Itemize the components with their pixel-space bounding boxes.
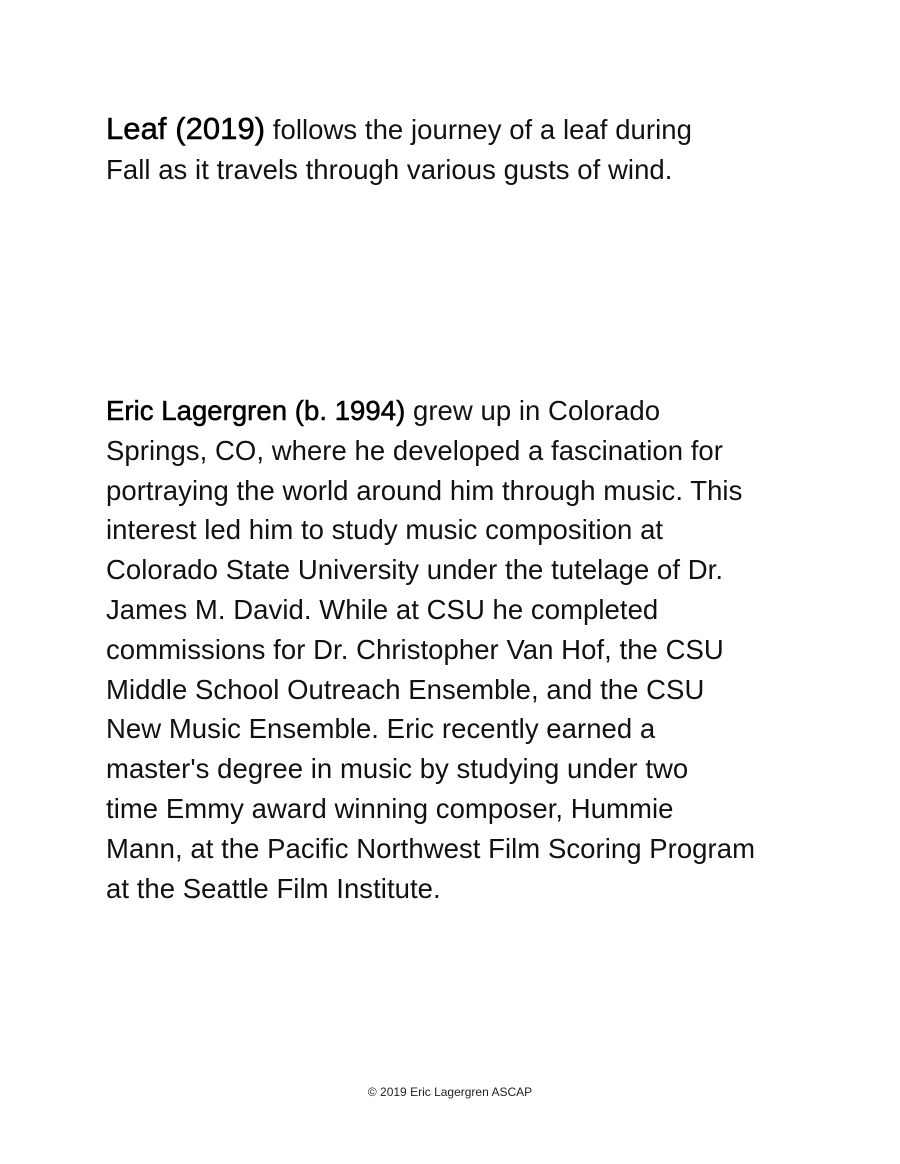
bio-line: Mann, at the Pacific Northwest Film Scoring Program xyxy=(106,832,756,864)
bio-line: at the Seattle Film Institute. xyxy=(106,872,441,904)
piece-title: Leaf (2019) xyxy=(106,111,266,146)
intro-line-1-text: follows the journey of a leaf during xyxy=(265,114,692,145)
bio-line: Springs, CO, where he developed a fascination for xyxy=(106,434,723,466)
intro-paragraph xyxy=(106,109,806,190)
intro-line-1 xyxy=(106,109,806,150)
bio-line: James M. David. While at CSU he completed xyxy=(106,593,659,625)
bio-line: time Emmy award winning composer, Hummie xyxy=(106,792,674,824)
bio-line: commissions for Dr. Christopher Van Hof, the CSU xyxy=(106,633,724,665)
bio-line: master's degree in music by studying under two xyxy=(106,753,689,785)
intro-line-2: Fall as it travels through various gusts of wind. xyxy=(106,153,673,185)
copyright-footer: © 2019 Eric Lagergren ASCAP xyxy=(367,1085,533,1099)
bio-line-1-text: grew up in Colorado xyxy=(405,395,661,426)
bio-line-1 xyxy=(106,391,806,431)
bio-line: interest led him to study music composition at xyxy=(106,514,664,546)
bio-line: Middle School Outreach Ensemble, and the CSU xyxy=(106,673,705,705)
composer-name: Eric Lagergren (b. 1994) xyxy=(106,395,406,426)
bio-line: portraying the world around him through music. This xyxy=(106,474,743,506)
bio-line: New Music Ensemble. Eric recently earned a xyxy=(106,713,656,745)
bio-paragraph xyxy=(106,391,806,908)
bio-line: Colorado State University under the tutelage of Dr. xyxy=(106,554,724,586)
